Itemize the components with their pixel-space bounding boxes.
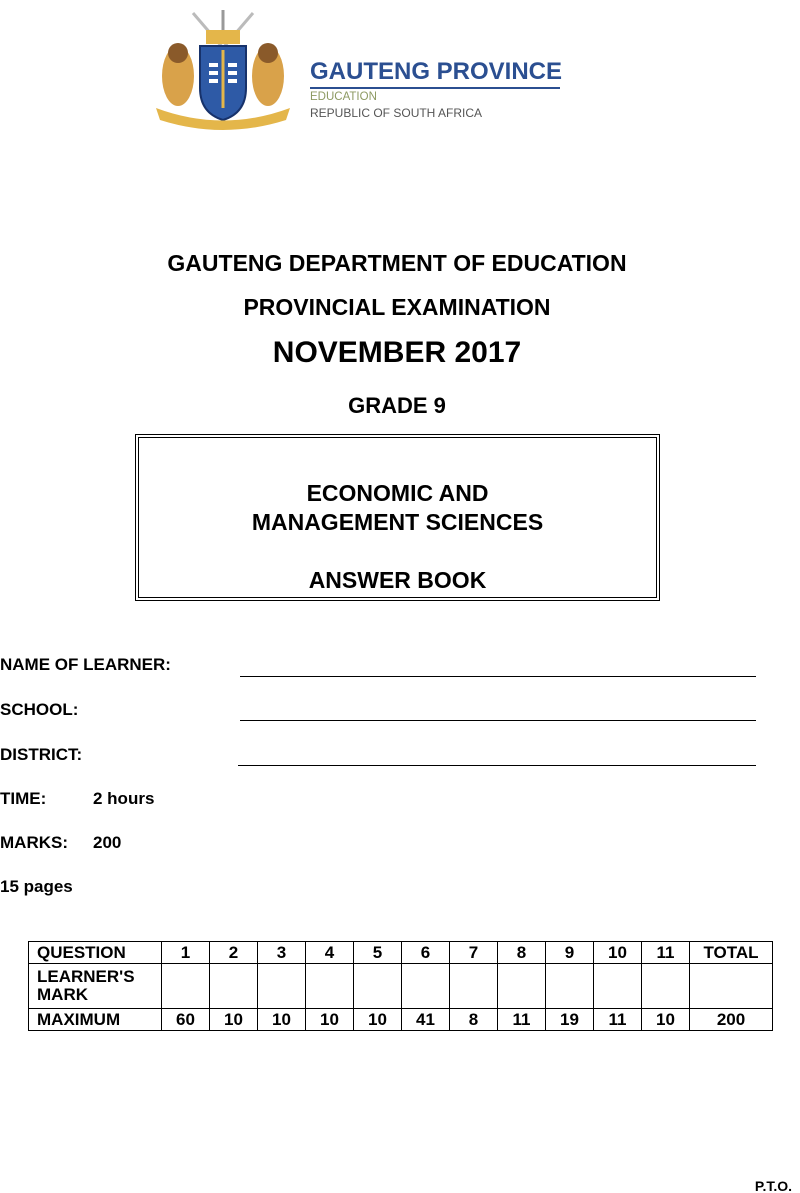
coat-of-arms-icon	[148, 8, 298, 130]
mark-cell[interactable]	[306, 964, 354, 1009]
maximum-cell: 60	[162, 1009, 210, 1031]
maximum-cell: 11	[594, 1009, 642, 1031]
mark-cell[interactable]	[594, 964, 642, 1009]
logo-subtitle: EDUCATION	[310, 91, 377, 103]
table-header-cell: 2	[210, 942, 258, 964]
mark-cell[interactable]	[450, 964, 498, 1009]
school-input-line[interactable]	[240, 720, 756, 721]
table-header-cell: 1	[162, 942, 210, 964]
table-row-maximum	[29, 1009, 773, 1031]
maximum-cell: 10	[306, 1009, 354, 1031]
district-label: DISTRICT:	[0, 745, 83, 764]
subject-line-2: MANAGEMENT SCIENCES	[251, 509, 544, 535]
subject-title-box	[135, 434, 660, 601]
mark-cell[interactable]	[210, 964, 258, 1009]
table-header-cell: 5	[354, 942, 402, 964]
table-header-cell: QUESTION	[29, 942, 162, 964]
table-row-learner-mark	[29, 964, 773, 1009]
mark-cell[interactable]	[354, 964, 402, 1009]
table-header-cell: 4	[306, 942, 354, 964]
learner-mark-label: LEARNER'S MARK	[29, 964, 162, 1009]
maximum-cell: 19	[546, 1009, 594, 1031]
mark-cell[interactable]	[642, 964, 690, 1009]
maximum-cell: 10	[258, 1009, 306, 1031]
table-header-cell: 11	[642, 942, 690, 964]
district-input-line[interactable]	[238, 765, 756, 766]
mark-cell[interactable]	[162, 964, 210, 1009]
maximum-cell: 11	[498, 1009, 546, 1031]
marks-label: MARKS:	[0, 833, 68, 852]
name-label: NAME OF LEARNER:	[0, 655, 171, 674]
maximum-cell: 10	[354, 1009, 402, 1031]
page-count: 15 pages	[0, 877, 73, 896]
logo-country: REPUBLIC OF SOUTH AFRICA	[310, 106, 483, 120]
table-header-cell: 3	[258, 942, 306, 964]
exam-heading: PROVINCIAL EXAMINATION	[243, 294, 551, 320]
mark-cell[interactable]	[258, 964, 306, 1009]
school-label: SCHOOL:	[0, 700, 79, 719]
grade-heading: GRADE 9	[348, 393, 446, 418]
mark-cell[interactable]	[498, 964, 546, 1009]
table-header-cell: TOTAL	[690, 942, 773, 964]
table-header-cell: 6	[402, 942, 450, 964]
marks-table	[28, 941, 773, 1031]
maximum-label: MAXIMUM	[29, 1009, 162, 1031]
subject-line-1: ECONOMIC AND	[306, 480, 489, 506]
time-value: 2 hours	[93, 789, 155, 808]
table-header-cell: 10	[594, 942, 642, 964]
mark-cell[interactable]	[690, 964, 773, 1009]
marks-value: 200	[93, 833, 122, 852]
time-label: TIME:	[0, 789, 47, 808]
logo-title: GAUTENG PROVINCE	[310, 58, 563, 85]
answer-book-title: ANSWER BOOK	[308, 567, 487, 593]
department-heading: GAUTENG DEPARTMENT OF EDUCATION	[167, 250, 627, 276]
maximum-cell: 41	[402, 1009, 450, 1031]
table-header-cell: 9	[546, 942, 594, 964]
mark-cell[interactable]	[546, 964, 594, 1009]
maximum-cell: 8	[450, 1009, 498, 1031]
mark-cell[interactable]	[402, 964, 450, 1009]
maximum-cell: 10	[642, 1009, 690, 1031]
maximum-cell: 10	[210, 1009, 258, 1031]
gauteng-logo	[148, 8, 568, 130]
logo-divider	[310, 87, 560, 89]
table-row-question	[29, 942, 773, 964]
table-header-cell: 8	[498, 942, 546, 964]
exam-date: NOVEMBER 2017	[272, 336, 522, 369]
table-header-cell: 7	[450, 942, 498, 964]
maximum-cell: 200	[690, 1009, 773, 1031]
pto-note: P.T.O.	[754, 1178, 792, 1193]
name-input-line[interactable]	[240, 676, 756, 677]
